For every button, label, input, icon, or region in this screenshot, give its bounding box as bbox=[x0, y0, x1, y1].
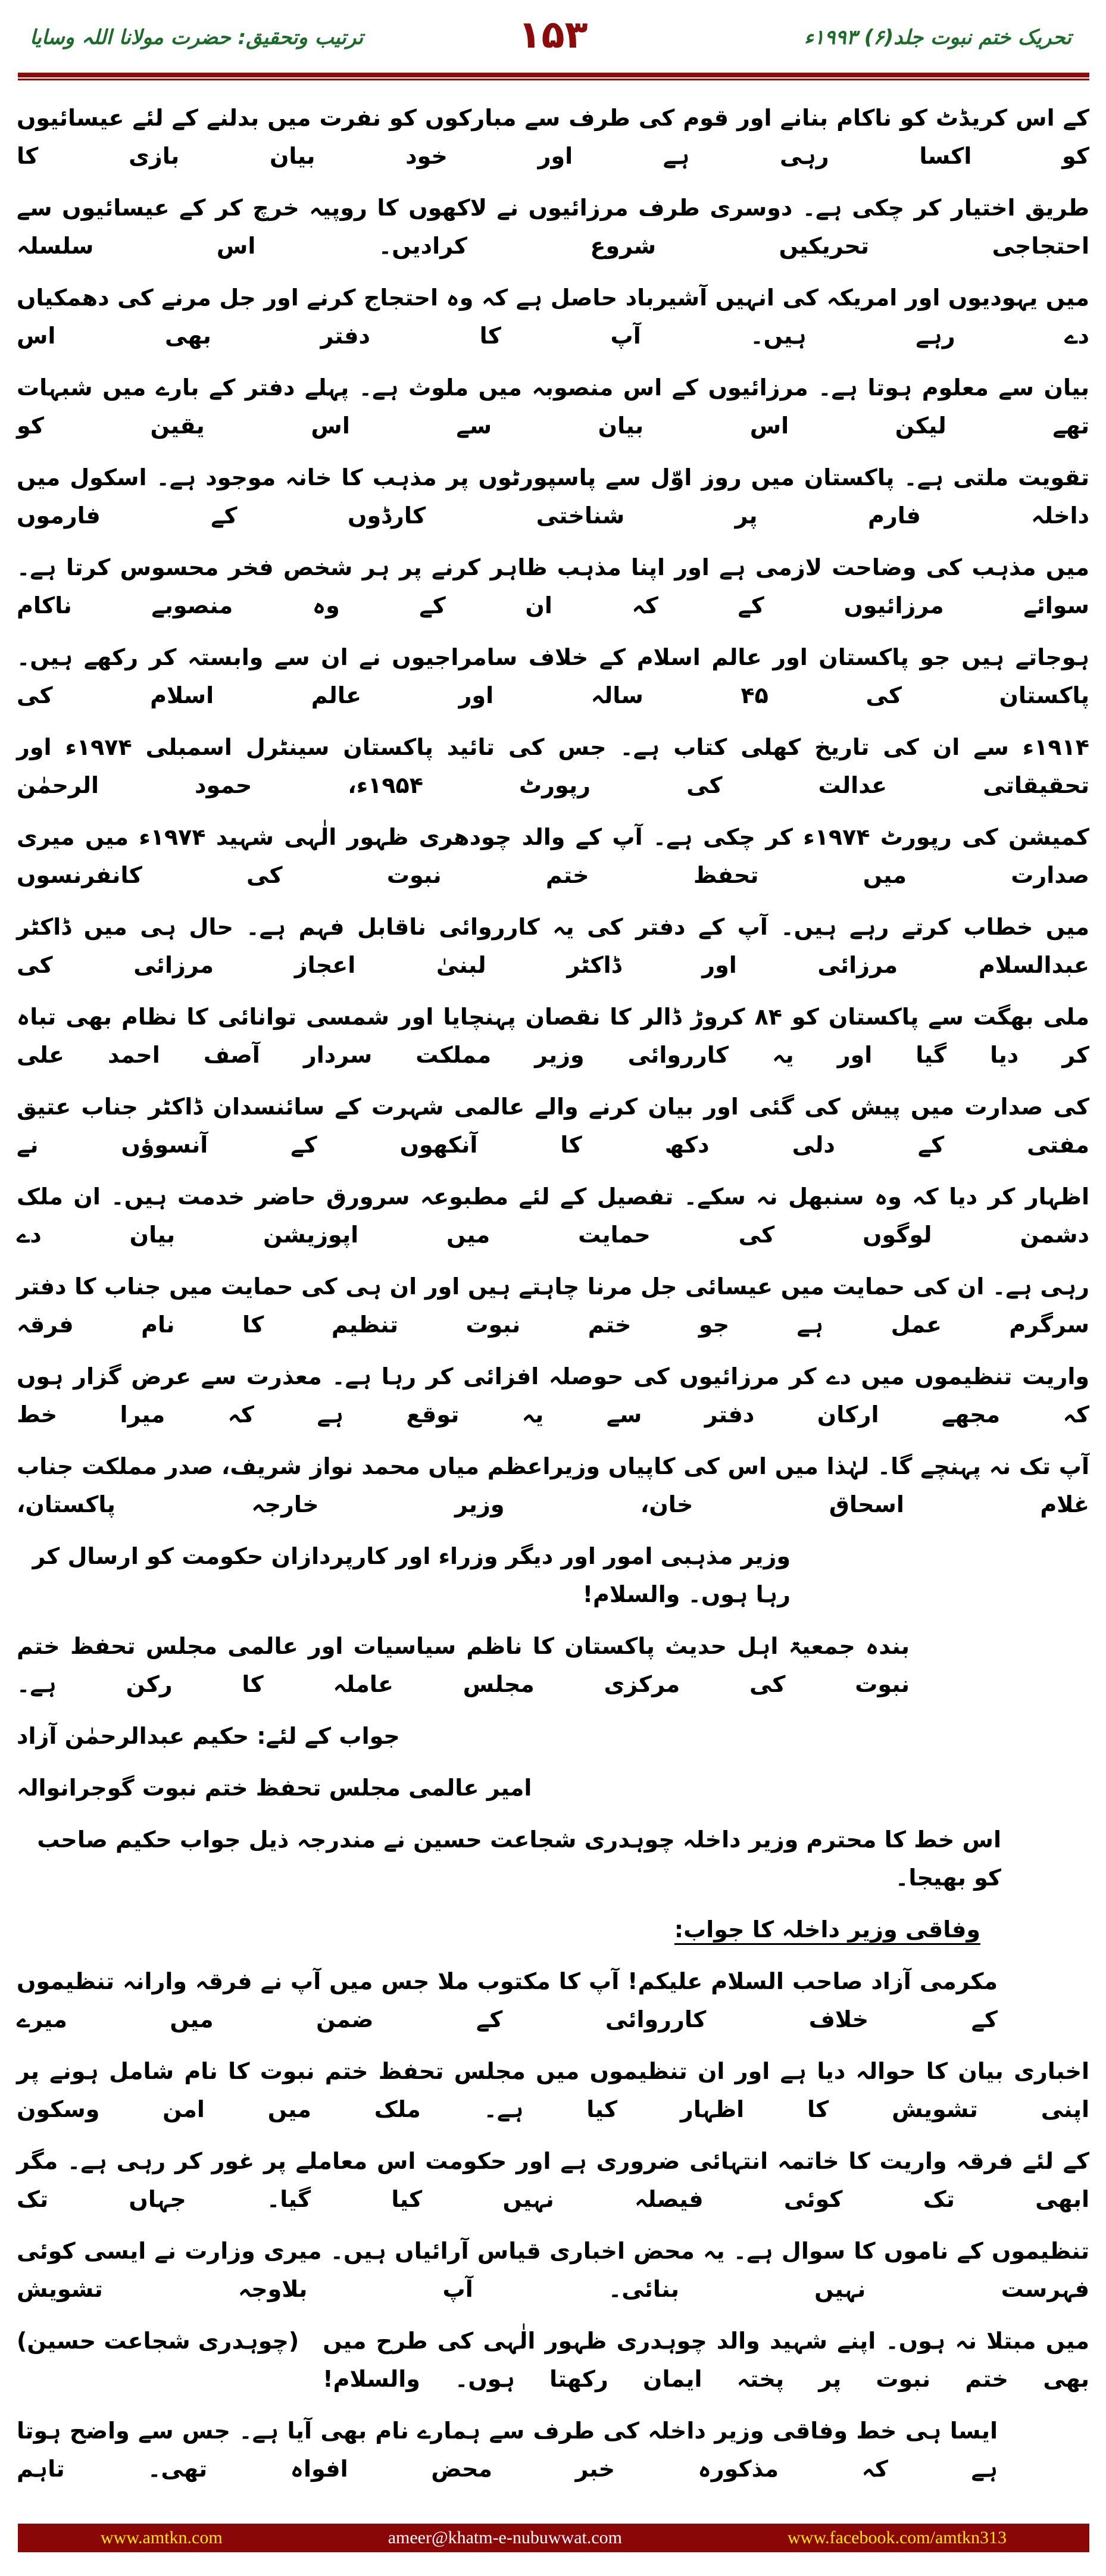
text-line: اس خط کا محترم وزیر داخلہ چوہدری شجاعت حسین نے مندرجہ ذیل جواب حکیم صاحب کو بھیجا۔ bbox=[37, 1826, 1001, 1891]
text-line: کمیشن کی رپورٹ ۱۹۷۴ء کر چکی ہے۔ آپ کے والد چودھری ظہور الٰہی شہید ۱۹۷۴ء میں میری صدارت میں تحفظ ختم نبوت کی کانفرنسوں bbox=[17, 824, 1089, 888]
text-line: کے لئے فرقہ واریت کا خاتمہ انتہائی ضروری ہے اور حکومت اس معاملے پر غور کر رہی ہے۔ مگر ابھی تک کوئی فیصلہ نہیں کیا گیا۔ جہاں تک bbox=[17, 2148, 1089, 2212]
text-line: امیر عالمی مجلس تحفظ ختم نبوت گوجرانوالہ bbox=[17, 1775, 532, 1801]
signature: (چوہدری شجاعت حسین) bbox=[17, 2328, 299, 2354]
text-line: میں مبتلا نہ ہوں۔ اپنے شہید والد چوہدری ظہور الٰہی کی طرح میں بھی ختم نبوت پر پختہ ایمان رکھتا ہوں۔ والسلام! bbox=[323, 2328, 1089, 2392]
text-line: اخباری بیان کا حوالہ دیا ہے اور ان تنظیموں میں مجلس تحفظ ختم نبوت کا نام شامل ہونے پر اپنی تشویش کا اظہار کیا ہے۔ ملک میں امن وسکون bbox=[17, 2058, 1089, 2122]
text-line: واریت تنظیموں میں دے کر مرزائیوں کی حوصلہ افزائی کر رہا ہے۔ معذرت سے عرض گزار ہوں کہ مجھے ارکان دفتر سے یہ توقع ہے کہ میرا خط bbox=[17, 1363, 1089, 1428]
text-line: میں یہودیوں اور امریکہ کی انہیں آشیرباد حاصل ہے کہ وہ احتجاج کرنے اور جل مرنے کی دھمکیاں دے رہے ہیں۔ آپ کا دفتر بھی اس bbox=[17, 285, 1089, 349]
page-number: ۱۵۳ bbox=[518, 13, 588, 57]
text-line: میں مذہب کی وضاحت لازمی ہے اور اپنا مذہب ظاہر کرنے پر ہر شخص فخر محسوس کرتا ہے۔ سوائے مرزائیوں کے کہ ان کے وہ منصوبے ناکام bbox=[17, 554, 1089, 619]
text-line: بیان سے معلوم ہوتا ہے۔ مرزائیوں کے اس منصوبہ میں ملوث ہے۔ پہلے دفتر کے بارے میں شبہات تھے لیکن اس بیان سے اس یقین کو bbox=[17, 374, 1089, 439]
text-line: مکرمی آزاد صاحب السلام علیکم! آپ کا مکتوب ملا جس میں آپ نے فرقہ وارانہ تنظیموں کے خلاف کارروائی کے ضمن میں میرے bbox=[17, 1968, 998, 2032]
text-line: بندہ جمعیۃ اہل حدیث پاکستان کا ناظم سیاسیات اور عالمی مجلس تحفظ ختم نبوت کی مرکزی مجلس عاملہ کا رکن ہے۔ bbox=[17, 1633, 910, 1697]
text-line: تنظیموں کے ناموں کا سوال ہے۔ یہ محض اخباری قیاس آرائیاں ہیں۔ میری وزارت نے ایسی کوئی فہرست نہیں بنائی۔ آپ بلاوجہ تشویش bbox=[17, 2238, 1089, 2302]
book-title: تحریک ختم نبوت جلد(۶) ۱۹۹۳ء bbox=[804, 26, 1071, 49]
text-line: اظہار کر دیا کہ وہ سنبھل نہ سکے۔ تفصیل کے لئے مطبوعہ سرورق حاضر خدمت ہیں۔ ان ملک دشمن لوگوں کی حمایت میں اپوزیشن بیان دے bbox=[17, 1184, 1089, 1248]
text-line: تقویت ملتی ہے۔ پاکستان میں روز اوّل سے پاسپورٹوں پر مذہب کا خانہ موجود ہے۔ اسکول میں داخلہ فارم پر شناختی کارڈوں کے فارموں bbox=[17, 464, 1089, 529]
header-divider bbox=[18, 73, 1089, 77]
text-line: کے اس کریڈٹ کو ناکام بنانے اور قوم کی طرف سے مبارکوں کو نفرت میں بدلنے کے لئے عیسائیوں کو اکسا رہی ہے اور خود بیان بازی کا bbox=[17, 105, 1089, 169]
section-heading: وفاقی وزیر داخلہ کا جواب: bbox=[674, 1916, 980, 1943]
footer-bar bbox=[18, 2524, 1089, 2552]
footer-email-link[interactable]: ameer@khatm-e-nubuwwat.com bbox=[388, 2528, 622, 2547]
text-line: طریق اختیار کر چکی ہے۔ دوسری طرف مرزائیوں نے لاکھوں کا روپیہ خرچ کر کے عیسائیوں سے احتجاجی تحریکیں شروع کرادیں۔ اس سلسلہ bbox=[17, 195, 1089, 259]
text-line: کی صدارت میں پیش کی گئی اور بیان کرنے والے عالمی شہرت کے سائنسدان ڈاکٹر جناب عتیق مفتی کے دلی دکھ کا آنکھوں کے آنسوؤں نے bbox=[17, 1094, 1089, 1158]
closing-row bbox=[17, 2322, 1089, 2398]
text-line: جواب کے لئے: حکیم عبدالرحمٰن آزاد bbox=[17, 1723, 400, 1749]
text-line: ہوجاتے ہیں جو پاکستان اور عالم اسلام کے خلاف سامراجیوں نے ان سے وابستہ کر رکھے ہیں۔ پاکستان کی ۴۵ سالہ اور عالم اسلام کی bbox=[17, 644, 1089, 708]
text-line: ملی بھگت سے پاکستان کو ۸۴ کروڑ ڈالر کا نقصان پہنچایا اور شمسی توانائی کا نظام بھی تباہ کر دیا گیا اور یہ کارروائی وزیر مملکت سردار آصف احمد علی bbox=[17, 1004, 1089, 1068]
compiler-credit: ترتیب وتحقیق: حضرت مولانا اللہ وسایا bbox=[30, 26, 364, 49]
text-line: ایسا ہی خط وفاقی وزیر داخلہ کی طرف سے ہمارے نام بھی آیا ہے۔ جس سے واضح ہوتا ہے کہ مذکورہ خبر محض افواہ تھی۔ تاہم bbox=[17, 2418, 998, 2482]
text-line: آپ تک نہ پہنچے گا۔ لہٰذا میں اس کی کاپیاں وزیراعظم میاں محمد نواز شریف، صدر مملکت جناب غلام اسحاق خان، وزیر خارجہ پاکستان، bbox=[17, 1453, 1089, 1518]
footer-facebook-link[interactable]: www.facebook.com/amtkn313 bbox=[788, 2528, 1007, 2547]
text-line: رہی ہے۔ ان کی حمایت میں عیسائی جل مرنا چاہتے ہیں اور ان ہی کی حمایت میں جناب کا دفتر سرگرم عمل ہے جو ختم نبوت تنظیم کا نام فرقہ bbox=[17, 1273, 1089, 1338]
footer-website-link[interactable]: www.amtkn.com bbox=[101, 2528, 223, 2547]
text-line: ۱۹۱۴ء سے ان کی تاریخ کھلی کتاب ہے۔ جس کی تائید پاکستان سینٹرل اسمبلی ۱۹۷۴ء اور تحقیقاتی عدالت کی رپورٹ ۱۹۵۴ء، حمود الرحمٰن bbox=[17, 734, 1089, 798]
header-divider-thin bbox=[18, 79, 1089, 80]
text-line: میں خطاب کرتے رہے ہیں۔ آپ کے دفتر کی یہ کارروائی ناقابل فہم ہے۔ حال ہی میں ڈاکٹر عبدالسلام مرزائی اور ڈاکٹر لبنیٰ اعجاز مرزائی کی bbox=[17, 914, 1089, 978]
text-line: وزیر مذہبی امور اور دیگر وزراء اور کارپردازان حکومت کو ارسال کر رہا ہوں۔ والسلام! bbox=[32, 1543, 791, 1607]
